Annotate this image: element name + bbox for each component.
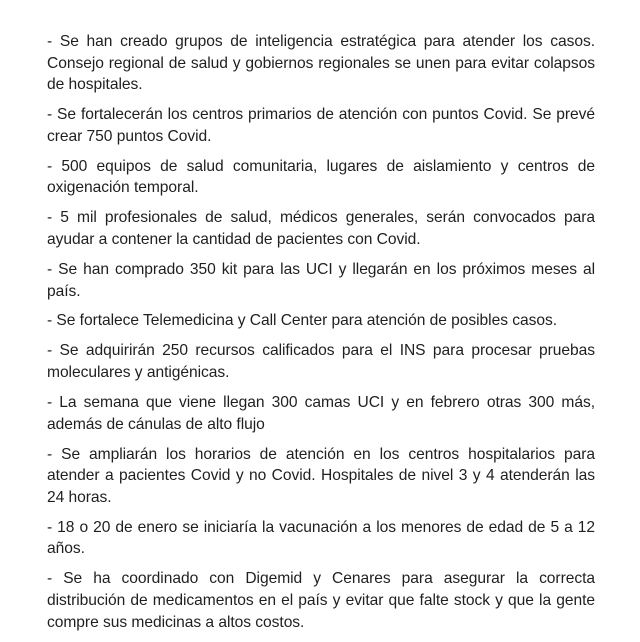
paragraph-uci-beds: - La semana que viene llegan 300 camas UCI y en febrero otras 300 más, además de cánulas de alto flujo [47,394,595,433]
paragraph-telemedicine: - Se fortalece Telemedicina y Call Center para atención de posibles casos. [47,312,558,330]
paragraph-uci-kits: - Se han comprado 350 kit para las UCI y llegarán en los próximos meses al país. [47,260,595,300]
paragraph-strategic-groups: - Se han creado grupos de inteligencia estratégica para atender los casos. Consejo regional de salud y gobiernos regionales se unen para evitar colapsos de hospitales. [47,33,595,94]
paragraph-covid-points: - Se fortalecerán los centros primarios de atención con puntos Covid. Se prevé crear 750 puntos Covid. [47,106,595,145]
paragraph-community-teams: - 500 equipos de salud comunitaria, lugares de aislamiento y centros de oxigenación temporal. [47,157,595,197]
document-body [47,31,595,642]
paragraph-hospital-hours: - Se ampliarán los horarios de atención en los centros hospitalarios para atender a pacientes Covid y no Covid. Hospitales de nivel 3 y 4 atenderán las 24 horas. [47,445,595,506]
paragraph-health-professionals: - 5 mil profesionales de salud, médicos generales, serán convocados para ayudar a contener la cantidad de pacientes con Covid. [47,209,595,248]
paragraph-medicine-distribution: - Se ha coordinado con Digemid y Cenares para asegurar la correcta distribución de medicamentos en el país y evitar que falte stock y que la gente compre sus medicinas a altos costos. [47,570,595,631]
paragraph-ins-resources: - Se adquirirán 250 recursos calificados para el INS para procesar pruebas moleculares y antigénicas. [47,342,595,382]
paragraph-child-vaccination: - 18 o 20 de enero se iniciaría la vacunación a los menores de edad de 5 a 12 años. [47,518,595,558]
